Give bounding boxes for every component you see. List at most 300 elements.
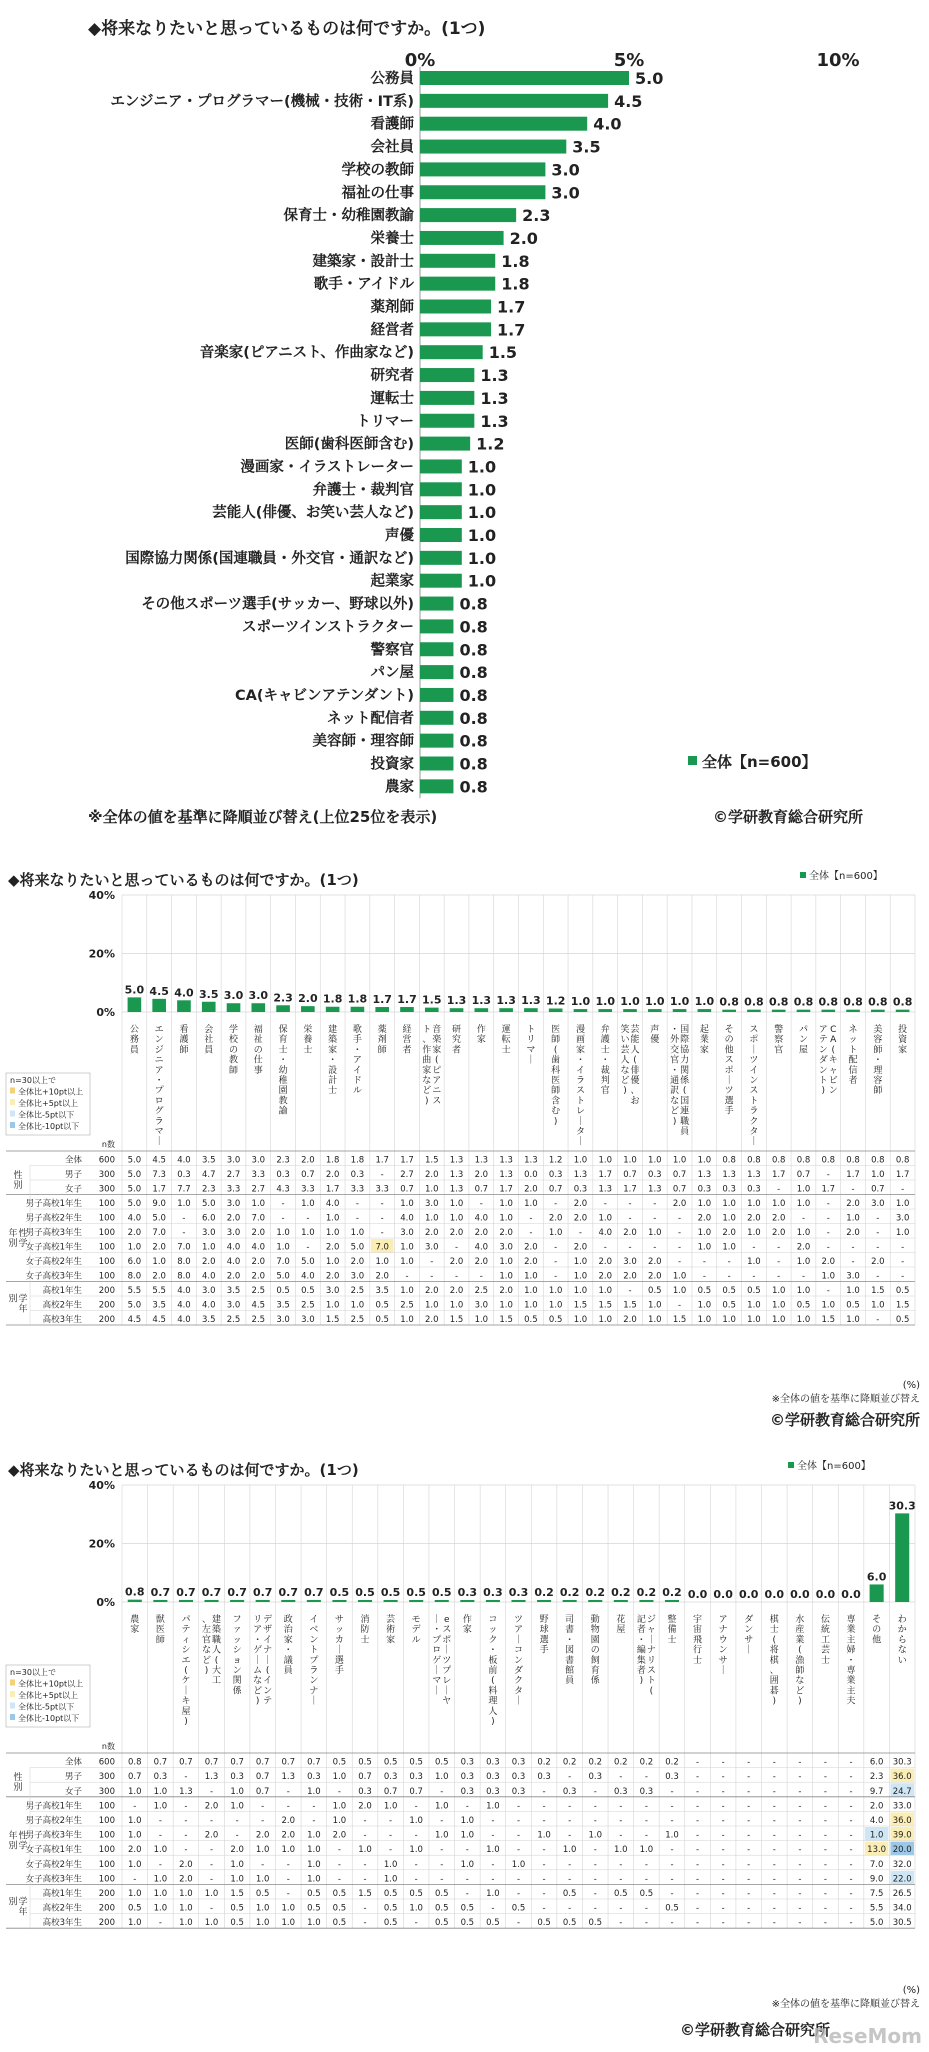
- table-cell: 1.0: [128, 1889, 142, 1899]
- table-cell: -: [306, 1213, 310, 1224]
- table-cell: 0.5: [128, 1903, 142, 1914]
- table-cell: -: [696, 1889, 700, 1899]
- table-cell: -: [554, 1199, 558, 1209]
- row-n: 100: [98, 1830, 115, 1841]
- table-cell: -: [747, 1801, 751, 1812]
- table-cell: 0.5: [722, 1286, 736, 1296]
- row-n: 200: [98, 1286, 115, 1296]
- table-cell: 2.0: [623, 1228, 637, 1238]
- table-cell: 4.7: [201, 1170, 216, 1180]
- table-cell: 0.7: [358, 1772, 372, 1783]
- table-cell: -: [440, 1859, 444, 1870]
- table-cell: 1.0: [499, 1271, 513, 1282]
- table-cell: 0.5: [255, 1889, 270, 1899]
- table-cell: -: [286, 1889, 290, 1899]
- category-label: 栄養士: [370, 230, 414, 247]
- table-cell: -: [876, 1315, 880, 1325]
- category-label: 看護師: [370, 116, 414, 133]
- table-cell: 0.3: [722, 1184, 736, 1195]
- chart-question-title: ◆将来なりたいと思っているものは何ですか。(1つ): [8, 871, 359, 889]
- table-cell: -: [440, 1874, 444, 1885]
- table-cell: 2.3: [276, 1155, 290, 1166]
- table-cell: -: [851, 1242, 855, 1253]
- table-cell: 1.0: [204, 1918, 219, 1929]
- table-cell: 1.0: [460, 1816, 475, 1826]
- table-cell: 0.3: [486, 1772, 500, 1783]
- table-cell: 2.0: [179, 1859, 193, 1870]
- table-cell: 0.5: [460, 1918, 475, 1929]
- bar: [420, 734, 453, 748]
- table-cell: -: [823, 1816, 828, 1826]
- table-cell: 1.0: [255, 1918, 270, 1929]
- table-cell: 2.0: [204, 1801, 219, 1812]
- table-cell: 1.3: [204, 1772, 219, 1783]
- row-label: 高校3年生: [42, 1918, 82, 1929]
- table-cell: 0.5: [301, 1286, 315, 1296]
- table-cell: -: [337, 1874, 341, 1885]
- category-label: 芸能人(俳優、お笑い芸人など): [212, 505, 414, 522]
- table-cell: -: [678, 1257, 682, 1267]
- data-label: 1.8: [347, 992, 368, 1006]
- table-cell: 1.0: [128, 1830, 142, 1841]
- table-cell: -: [440, 1786, 444, 1797]
- table-cell: -: [721, 1772, 725, 1783]
- table-cell: 2.0: [524, 1242, 538, 1253]
- table-cell: -: [798, 1903, 802, 1914]
- table-cell: 1.0: [230, 1786, 244, 1797]
- table-cell: 0.5: [434, 1889, 449, 1899]
- table-cell: 1.0: [573, 1286, 588, 1296]
- y-tick-label: 20%: [88, 947, 115, 961]
- table-cell: 1.0: [598, 1286, 612, 1296]
- table-cell: 6.0: [201, 1213, 216, 1224]
- table-cell: 2.0: [281, 1830, 296, 1841]
- table-cell: 2.0: [201, 1257, 216, 1267]
- table-cell: 2.0: [747, 1213, 761, 1224]
- table-cell: 0.0: [524, 1170, 538, 1180]
- table-cell: -: [184, 1801, 188, 1812]
- category-label: 美容師・理容師: [873, 1025, 883, 1097]
- data-label: 1.2: [476, 434, 505, 454]
- table-cell: 1.3: [499, 1155, 513, 1166]
- table-cell: -: [851, 1184, 855, 1195]
- table-cell: 5.0: [127, 1300, 142, 1311]
- bar: [420, 551, 462, 565]
- table-cell: 3.3: [350, 1184, 365, 1195]
- table-cell: 1.0: [434, 1830, 449, 1841]
- table-cell: 1.0: [409, 1816, 423, 1826]
- table-cell: 0.3: [747, 1184, 761, 1195]
- table-cell: -: [158, 1816, 162, 1826]
- table-cell: -: [491, 1874, 495, 1885]
- table-cell: -: [281, 1213, 285, 1224]
- table-cell: -: [826, 1213, 830, 1224]
- table-cell: 2.0: [548, 1213, 563, 1224]
- table-cell: 0.5: [383, 1918, 398, 1929]
- data-label: 0.0: [841, 1588, 861, 1601]
- table-cell: 0.7: [301, 1170, 315, 1180]
- table-cell: -: [653, 1213, 657, 1224]
- category-label: 声優: [650, 1025, 660, 1046]
- bar: [204, 1600, 218, 1602]
- data-label: 4.5: [614, 91, 643, 111]
- table-cell: -: [752, 1242, 756, 1253]
- bar: [128, 997, 142, 1012]
- table-cell: -: [619, 1801, 623, 1812]
- bar: [420, 597, 453, 611]
- bar: [747, 1010, 761, 1012]
- data-label: 0.2: [636, 1586, 657, 1599]
- bar: [420, 574, 462, 588]
- table-cell: 0.5: [332, 1903, 347, 1914]
- legend-label: 全体【n=600】: [809, 871, 883, 882]
- category-label: 歌手・アイドル: [352, 1025, 362, 1097]
- table-cell: 1.0: [697, 1300, 712, 1311]
- table-cell: -: [772, 1903, 776, 1914]
- table-cell: 1.0: [307, 1786, 321, 1797]
- table-cell: 1.0: [350, 1228, 365, 1238]
- category-label: 会社員: [204, 1025, 214, 1056]
- table-cell: 3.0: [425, 1242, 439, 1253]
- table-cell: 1.0: [400, 1286, 414, 1296]
- category-label: 作家: [462, 1615, 472, 1636]
- row-label: 男子高校3年生: [25, 1228, 82, 1238]
- data-label: 3.0: [551, 183, 580, 203]
- table-cell: -: [747, 1816, 751, 1826]
- table-cell: 9.0: [152, 1199, 166, 1209]
- table-cell: -: [465, 1801, 469, 1812]
- table-cell: 1.0: [697, 1155, 712, 1166]
- bar: [420, 208, 516, 222]
- table-cell: -: [721, 1859, 725, 1870]
- table-cell: -: [491, 1859, 495, 1870]
- category-label: パン屋: [798, 1025, 808, 1056]
- legend-label: 全体【n=600】: [797, 1461, 871, 1472]
- table-cell: -: [721, 1816, 725, 1826]
- row-label: 高校2年生: [42, 1903, 82, 1914]
- group-label: 学年別: [8, 1897, 28, 1918]
- table-cell: 2.0: [771, 1228, 786, 1238]
- bar: [450, 1008, 464, 1012]
- table-cell: 1.0: [281, 1903, 296, 1914]
- table-cell: 0.7: [672, 1170, 687, 1180]
- footnote: ※全体の値を基準に降順並び替え: [771, 1394, 920, 1405]
- table-cell: 7.0: [869, 1859, 884, 1870]
- table-cell: 3.0: [201, 1228, 216, 1238]
- table-cell: 1.0: [127, 1242, 142, 1253]
- bar: [420, 322, 491, 336]
- data-label: 2.0: [509, 228, 538, 248]
- note-text: 全体比+5pt以上: [18, 1691, 79, 1700]
- data-label: 3.0: [248, 989, 269, 1003]
- category-label: 投資家: [898, 1025, 908, 1056]
- table-cell: -: [542, 1859, 546, 1870]
- category-label: 公務員: [129, 1025, 139, 1056]
- bar: [227, 1003, 241, 1012]
- table-cell: -: [603, 1199, 607, 1209]
- table-cell: 1.0: [747, 1300, 761, 1311]
- table-cell: 2.0: [358, 1801, 372, 1812]
- table-cell: 0.5: [375, 1300, 389, 1311]
- table-cell: -: [619, 1859, 623, 1870]
- bar: [639, 1600, 653, 1602]
- table-cell: 3.3: [375, 1184, 389, 1195]
- table-cell: 1.0: [598, 1155, 612, 1166]
- data-label: 1.5: [488, 343, 518, 363]
- table-cell: -: [798, 1859, 802, 1870]
- bar: [524, 1008, 538, 1012]
- crosstab-panel-1: [0, 855, 929, 1440]
- bar: [614, 1600, 628, 1602]
- table-cell: -: [876, 1242, 880, 1253]
- table-cell: 0.2: [588, 1757, 603, 1768]
- table-cell: 1.0: [474, 1315, 489, 1325]
- table-cell: -: [823, 1859, 828, 1870]
- table-cell: 1.5: [449, 1315, 464, 1325]
- table-cell: -: [849, 1816, 853, 1826]
- note-text: n=30以上で: [10, 1076, 56, 1085]
- table-cell: -: [440, 1816, 444, 1826]
- data-label: 6.0: [866, 1570, 887, 1584]
- table-cell: 4.0: [869, 1816, 884, 1826]
- category-label: C A (キャビンアテンダント): [818, 1025, 838, 1097]
- row-n: 200: [98, 1918, 115, 1929]
- bar: [871, 1010, 885, 1012]
- category-label: 漫画家・イラストレーター: [240, 459, 414, 476]
- table-cell: 1.0: [449, 1213, 464, 1224]
- table-cell: -: [554, 1242, 558, 1253]
- bar: [420, 345, 483, 359]
- table-cell: -: [380, 1228, 384, 1238]
- table-cell: 1.0: [747, 1257, 761, 1267]
- table-cell: 1.0: [486, 1801, 500, 1812]
- table-cell: 1.0: [499, 1213, 513, 1224]
- table-cell: 0.7: [255, 1786, 270, 1797]
- table-cell: 1.7: [499, 1184, 513, 1195]
- data-label: 1.3: [480, 411, 509, 431]
- table-cell: 1.0: [722, 1213, 736, 1224]
- table-cell: 3.0: [201, 1286, 216, 1296]
- table-cell: 1.0: [648, 1300, 662, 1311]
- table-cell: 1.0: [548, 1286, 563, 1296]
- table-cell: 3.0: [499, 1242, 513, 1253]
- table-cell: 2.0: [524, 1257, 538, 1267]
- category-label: 宇宙飛行士: [693, 1615, 703, 1666]
- table-cell: 0.5: [434, 1918, 449, 1929]
- category-label: 司書・図書館員: [565, 1615, 575, 1687]
- category-label: 花屋: [616, 1615, 626, 1636]
- table-cell: -: [747, 1772, 751, 1783]
- table-cell: -: [380, 1170, 384, 1180]
- table-cell: -: [455, 1271, 459, 1282]
- data-label: 0.2: [662, 1586, 682, 1599]
- table-cell: -: [281, 1199, 285, 1209]
- table-cell: -: [209, 1859, 214, 1870]
- table-cell: 1.0: [846, 1315, 860, 1325]
- table-cell: 6.0: [869, 1757, 884, 1768]
- data-label: 1.8: [501, 274, 530, 294]
- group-label: 性別: [13, 1171, 23, 1191]
- table-cell: 2.5: [301, 1300, 315, 1311]
- table-cell: 5.0: [152, 1213, 166, 1224]
- table-cell: -: [182, 1213, 186, 1224]
- category-label: 音楽家(ピアニスト、作曲家など): [422, 1025, 442, 1107]
- table-cell: -: [670, 1918, 674, 1929]
- table-cell: -: [209, 1845, 214, 1856]
- category-label: 専業主婦・専業主夫: [846, 1615, 856, 1707]
- table-cell: -: [747, 1889, 751, 1899]
- table-cell: 4.5: [152, 1155, 166, 1166]
- category-label: その他スポーツ選手(サッカー、野球以外): [141, 596, 414, 613]
- table-cell: 0.5: [524, 1315, 538, 1325]
- note-text: 全体比-10pt以下: [18, 1122, 80, 1131]
- data-label: 0.5: [432, 1586, 452, 1599]
- row-label: 女子: [64, 1786, 82, 1797]
- table-cell: 4.0: [226, 1242, 241, 1253]
- table-cell: -: [721, 1786, 725, 1797]
- table-cell: -: [696, 1786, 700, 1797]
- data-label: 1.3: [521, 994, 541, 1008]
- table-cell: 0.5: [562, 1889, 577, 1899]
- table-cell: 5.0: [127, 1199, 142, 1209]
- table-cell: -: [542, 1845, 546, 1856]
- table-cell: -: [491, 1816, 495, 1826]
- bar: [896, 1010, 910, 1012]
- table-cell: -: [644, 1816, 648, 1826]
- bar: [152, 999, 166, 1012]
- bar: [420, 185, 545, 199]
- bar: [420, 231, 504, 245]
- n-header: n数: [101, 1742, 115, 1751]
- category-label: 弁護士・裁判官: [312, 482, 414, 499]
- bar: [475, 1008, 489, 1012]
- table-cell: -: [568, 1874, 572, 1885]
- row-n: 300: [98, 1772, 115, 1783]
- data-label: 0.8: [892, 995, 913, 1009]
- table-cell: 2.0: [796, 1242, 811, 1253]
- table-cell: -: [619, 1816, 623, 1826]
- table-cell: 1.0: [573, 1315, 588, 1325]
- table-cell: 1.7: [325, 1184, 340, 1195]
- table-cell: -: [876, 1213, 880, 1224]
- table-cell: 1.0: [307, 1874, 321, 1885]
- table-cell: 0.5: [276, 1286, 290, 1296]
- table-cell: 0.7: [255, 1772, 270, 1783]
- table-cell: 2.0: [251, 1228, 266, 1238]
- table-cell: -: [261, 1816, 265, 1826]
- table-cell: 7.7: [177, 1184, 191, 1195]
- table-cell: -: [414, 1830, 418, 1841]
- category-label: ジャ｜ナリスト(記者・編集者): [636, 1615, 656, 1697]
- table-cell: 1.7: [771, 1170, 786, 1180]
- legend-swatch: [800, 872, 806, 878]
- table-cell: 4.5: [251, 1300, 266, 1311]
- table-cell: -: [823, 1845, 828, 1856]
- table-cell: -: [772, 1874, 776, 1885]
- table-cell: 1.0: [153, 1801, 168, 1812]
- table-cell: -: [491, 1903, 495, 1914]
- table-cell: -: [849, 1845, 853, 1856]
- copyright: ©学研教育総合研究所: [769, 1411, 920, 1429]
- table-cell: 1.7: [821, 1184, 836, 1195]
- table-cell: 1.0: [307, 1918, 321, 1929]
- row-label: 女子高校3年生: [25, 1271, 82, 1282]
- table-cell: 1.0: [230, 1801, 244, 1812]
- bar: [623, 1009, 637, 1012]
- row-label: 高校3年生: [42, 1315, 82, 1325]
- table-cell: -: [133, 1874, 137, 1885]
- table-cell: 1.0: [573, 1155, 588, 1166]
- bar: [420, 254, 495, 268]
- table-cell: -: [721, 1757, 725, 1768]
- table-cell: -: [465, 1845, 469, 1856]
- row-n: 600: [98, 1155, 115, 1166]
- table-cell: 20.0: [892, 1845, 912, 1856]
- table-cell: -: [849, 1874, 853, 1885]
- table-cell: 0.8: [747, 1155, 761, 1166]
- table-cell: -: [849, 1757, 853, 1768]
- table-cell: -: [430, 1271, 434, 1282]
- table-cell: 1.0: [562, 1845, 577, 1856]
- data-label: 0.2: [559, 1586, 580, 1599]
- bar: [420, 642, 453, 656]
- table-cell: -: [849, 1918, 853, 1929]
- table-cell: 1.3: [573, 1170, 588, 1180]
- table-cell: -: [721, 1830, 725, 1841]
- table-cell: 5.0: [127, 1184, 142, 1195]
- table-cell: 1.0: [281, 1918, 296, 1929]
- table-cell: -: [286, 1874, 290, 1885]
- table-cell: 0.7: [204, 1757, 219, 1768]
- table-cell: -: [542, 1889, 546, 1899]
- table-cell: 4.0: [226, 1257, 241, 1267]
- category-label: アナウンサ｜: [718, 1615, 728, 1676]
- table-cell: 0.2: [562, 1757, 577, 1768]
- table-cell: 1.0: [871, 1170, 885, 1180]
- table-cell: -: [286, 1859, 290, 1870]
- data-label: 2.3: [273, 991, 293, 1005]
- table-cell: -: [209, 1786, 214, 1797]
- table-cell: 1.5: [358, 1889, 372, 1899]
- table-cell: 0.7: [672, 1184, 687, 1195]
- table-cell: 4.5: [127, 1315, 142, 1325]
- data-label: 1.0: [595, 995, 615, 1009]
- table-cell: 1.8: [325, 1155, 340, 1166]
- table-cell: -: [823, 1903, 828, 1914]
- category-label: スポーツインストラクター: [242, 619, 414, 636]
- note-swatch: [10, 1714, 15, 1720]
- bar: [420, 414, 474, 428]
- table-cell: 4.0: [177, 1300, 191, 1311]
- table-cell: -: [542, 1816, 546, 1826]
- table-cell: 1.0: [895, 1228, 910, 1238]
- table-cell: 1.0: [153, 1786, 168, 1797]
- category-label: 作家: [476, 1025, 486, 1046]
- table-cell: 2.0: [425, 1170, 439, 1180]
- table-cell: 5.0: [276, 1271, 290, 1282]
- table-cell: -: [823, 1786, 828, 1797]
- y-tick-label: 20%: [88, 1537, 115, 1551]
- row-n: 100: [98, 1199, 115, 1209]
- table-cell: 3.0: [474, 1300, 489, 1311]
- table-cell: 0.5: [639, 1889, 654, 1899]
- table-cell: 1.0: [722, 1315, 736, 1325]
- table-cell: -: [209, 1816, 214, 1826]
- table-cell: 2.0: [821, 1257, 836, 1267]
- table-cell: 1.0: [648, 1315, 662, 1325]
- table-cell: 1.0: [747, 1199, 761, 1209]
- category-label: 芸術家: [386, 1615, 396, 1646]
